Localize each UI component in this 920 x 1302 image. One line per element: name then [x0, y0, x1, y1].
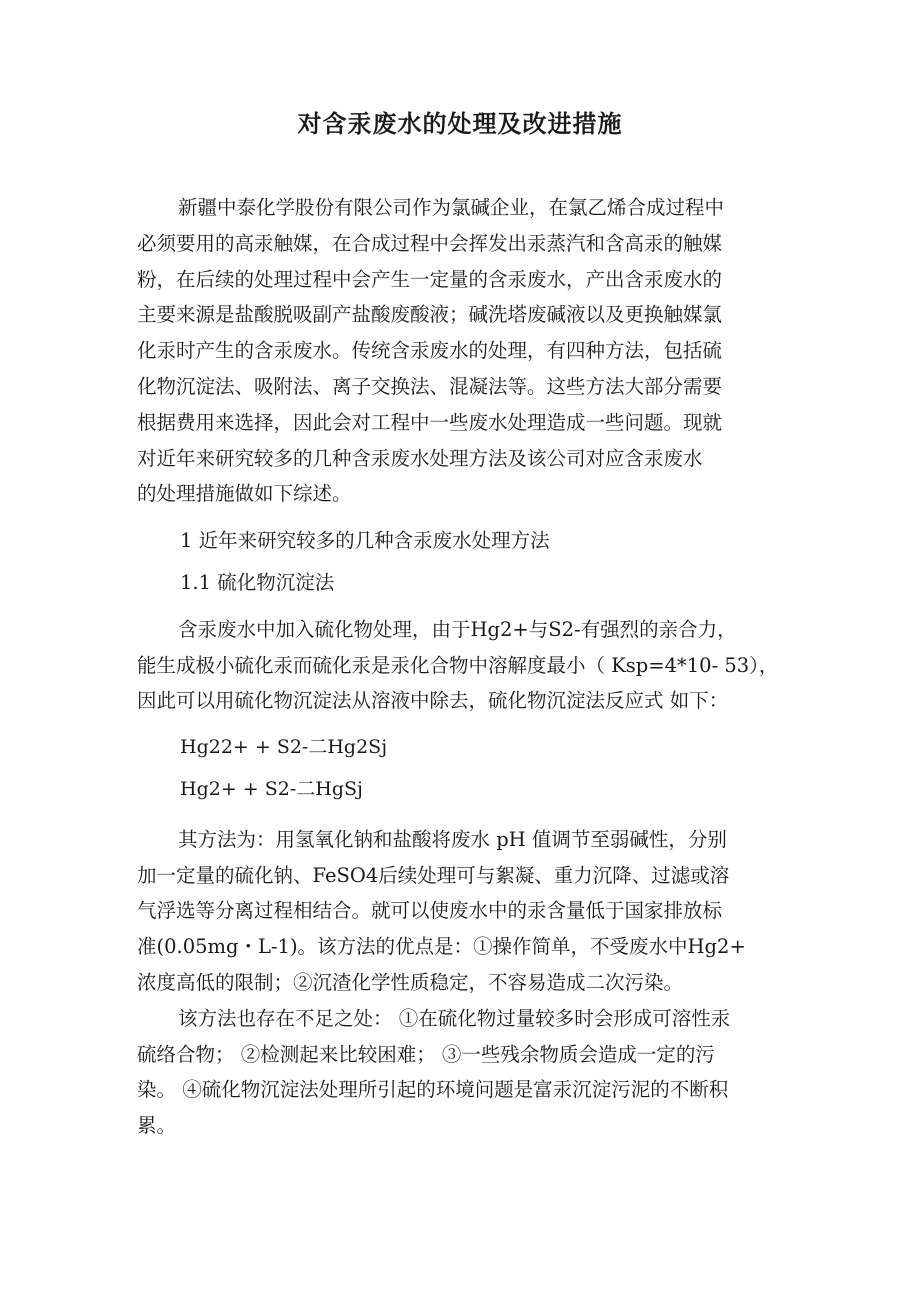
sulfide-paragraph: [137, 612, 793, 719]
intro-line: 化汞时产生的含汞废水。传统含汞废水的处理，有四种方法，包括硫: [137, 339, 723, 363]
intro-line: 粉，在后续的处理过程中会产生一定量的含汞废水，产出含汞废水的: [137, 267, 723, 291]
para-line: 其方法为：用氢氧化钠和盐酸将废水 pH 值调节至弱碱性，分别: [178, 827, 727, 851]
para-line: 加一定量的硫化钠、FeSO4后续处理可与絮凝、重力沉降、过滤或溶: [137, 863, 730, 887]
para-line: 浓度高低的限制；②沉渣化学性质稳定，不容易造成二次污染。: [137, 970, 684, 994]
reaction-formula-2: Hg2+ + S2-二HgSj: [180, 777, 363, 800]
intro-line: 必须要用的高汞触媒，在合成过程中会挥发出汞蒸汽和含高汞的触媒: [137, 231, 723, 255]
method-paragraph: [137, 822, 793, 1001]
para-line: 含汞废水中加入硫化物处理，由于Hg2+与S2-有强烈的亲合力，: [178, 617, 737, 641]
intro-line: 化物沉淀法、吸附法、离子交换法、混凝法等。这些方法大部分需要: [137, 374, 723, 398]
para-line: 硫络合物； ②检测起来比较困难； ③一些残余物质会造成一定的污: [137, 1042, 715, 1066]
document-title: 对含汞废水的处理及改进措施: [297, 110, 623, 138]
section-heading-1: 1 近年来研究较多的几种含汞废水处理方法: [180, 529, 550, 553]
intro-line: 对近年来研究较多的几种含汞废水处理方法及该公司对应含汞废水: [137, 446, 703, 470]
intro-line: 主要来源是盐酸脱吸副产盐酸废酸液；碱洗塔废碱液以及更换触媒氯: [137, 303, 723, 327]
para-line: 因此可以用硫化物沉淀法从溶液中除去，硫化物沉淀法反应式 如下：: [137, 689, 729, 713]
para-line: 气浮选等分离过程相结合。就可以使废水中的汞含量低于国家排放标: [137, 899, 723, 923]
document-body: [137, 190, 793, 1144]
intro-line: 的处理措施做如下综述。: [137, 482, 352, 506]
para-line: 累。: [137, 1114, 177, 1138]
intro-line: 新疆中泰化学股份有限公司作为氯碱企业，在氯乙烯合成过程中: [178, 196, 725, 219]
para-line: 能生成极小硫化汞而硫化汞是汞化合物中溶解度最小（ Ksp=4*10- 53），: [137, 653, 779, 677]
reaction-formula-1: Hg22+ + S2-二Hg2Sj: [180, 736, 388, 759]
para-line: 准(0.05mg・L-1)。该方法的优点是：①操作简单，不受废水中Hg2+: [137, 935, 746, 959]
para-line: 染。 ④硫化物沉淀法处理所引起的环境问题是富汞沉淀污泥的不断积: [137, 1078, 729, 1102]
intro-line: 根据费用来选择，因此会对工程中一些废水处理造成一些问题。现就: [137, 410, 723, 434]
intro-paragraph: [137, 190, 793, 512]
para-line: 该方法也存在不足之处： ①在硫化物过量较多时会形成可溶性汞: [178, 1006, 731, 1030]
section-heading-1-1: 1.1 硫化物沉淀法: [180, 570, 335, 594]
drawbacks-paragraph: [137, 1001, 793, 1144]
